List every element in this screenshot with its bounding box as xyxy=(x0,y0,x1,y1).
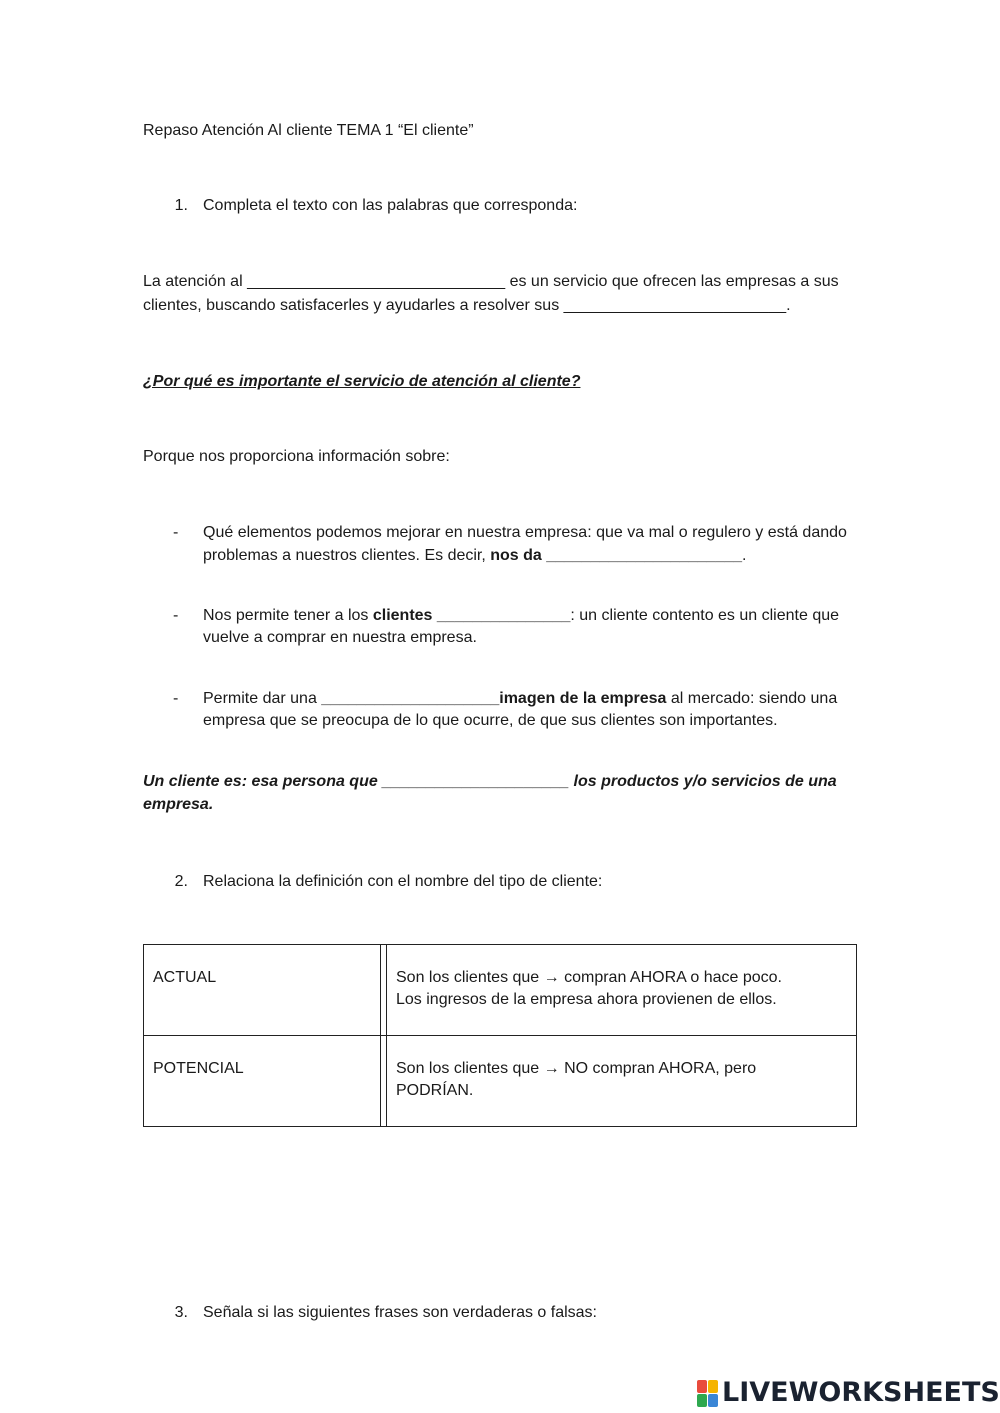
text-span: al mercado: siendo una xyxy=(666,690,838,707)
definition-text: Son los clientes que → NO compran AHORA, pero xyxy=(396,1060,757,1077)
bullet-line xyxy=(203,545,746,567)
blank-field[interactable]: _________________________ xyxy=(563,297,787,314)
bullet-line: empresa que se preocupa de lo que ocurre, de que sus clientes son importantes. xyxy=(203,712,778,729)
client-type-cell[interactable] xyxy=(144,1036,381,1127)
blank-field[interactable]: nos da ______________________ xyxy=(490,547,743,564)
question-number: 1. xyxy=(174,197,188,214)
definition-text: Son los clientes que → compran AHORA o hace poco. xyxy=(396,969,782,986)
text-span: . xyxy=(742,547,747,564)
text-span: La atención al xyxy=(143,273,248,290)
question-instruction: Completa el texto con las palabras que corresponda: xyxy=(203,197,578,214)
blank-field[interactable]: ____________________imagen de la empresa xyxy=(321,690,667,707)
bullet-line: vuelve a comprar en nuestra empresa. xyxy=(203,629,477,646)
bullet-line xyxy=(203,688,837,710)
bullet-dash: - xyxy=(173,607,179,624)
text-span: . xyxy=(786,297,791,314)
blank-field[interactable]: _____________________________ xyxy=(247,273,506,290)
section-heading: ¿Por qué es importante el servicio de atención al cliente? xyxy=(143,373,581,390)
logo-icon xyxy=(697,1380,718,1407)
definition-cell xyxy=(387,1036,857,1127)
text-span: es un servicio que ofrecen las empresas a sus xyxy=(505,273,839,290)
question-instruction: Señala si las siguientes frases son verdaderas o falsas: xyxy=(203,1304,597,1321)
bullet-dash: - xyxy=(173,524,179,541)
definition-line: Un cliente es: esa persona que _____________________ los productos y/o servicios de una xyxy=(143,773,837,790)
worksheet-title: Repaso Atención Al cliente TEMA 1 “El cliente” xyxy=(143,122,474,139)
question-number: 3. xyxy=(174,1304,188,1321)
bullet-line: Qué elementos podemos mejorar en nuestra empresa: que va mal o regulero y está dando xyxy=(203,524,847,541)
bullet-line xyxy=(203,605,839,627)
text-span: Permite dar una xyxy=(203,690,322,707)
client-type-label: POTENCIAL xyxy=(153,1060,244,1077)
intro-text: Porque nos proporciona información sobre: xyxy=(143,448,450,465)
definition-line: empresa. xyxy=(143,796,214,813)
fill-paragraph-line xyxy=(143,271,839,293)
liveworksheets-logo xyxy=(697,1378,1000,1408)
fill-paragraph-line xyxy=(143,295,791,317)
bullet-dash: - xyxy=(173,690,179,707)
definition-cell xyxy=(387,945,857,1036)
text-span: problemas a nuestros clientes. Es decir, xyxy=(203,547,491,564)
table-row xyxy=(144,945,857,1036)
blank-field[interactable]: clientes _______________ xyxy=(372,607,571,624)
text-span: : un cliente contento es un cliente que xyxy=(570,607,840,624)
table-row xyxy=(144,1036,857,1127)
definition-text: PODRÍAN. xyxy=(396,1082,474,1099)
question-instruction: Relaciona la definición con el nombre del tipo de cliente: xyxy=(203,873,603,890)
question-number: 2. xyxy=(174,873,188,890)
client-type-label: ACTUAL xyxy=(153,969,217,986)
logo-text: LIVEWORKSHEETS xyxy=(722,1377,1000,1408)
text-span: clientes, buscando satisfacerles y ayudarles a resolver sus xyxy=(143,297,564,314)
matching-table xyxy=(143,944,857,1127)
client-type-cell[interactable] xyxy=(144,945,381,1036)
text-span: Nos permite tener a los xyxy=(203,607,373,624)
definition-text: Los ingresos de la empresa ahora provienen de ellos. xyxy=(396,991,777,1008)
